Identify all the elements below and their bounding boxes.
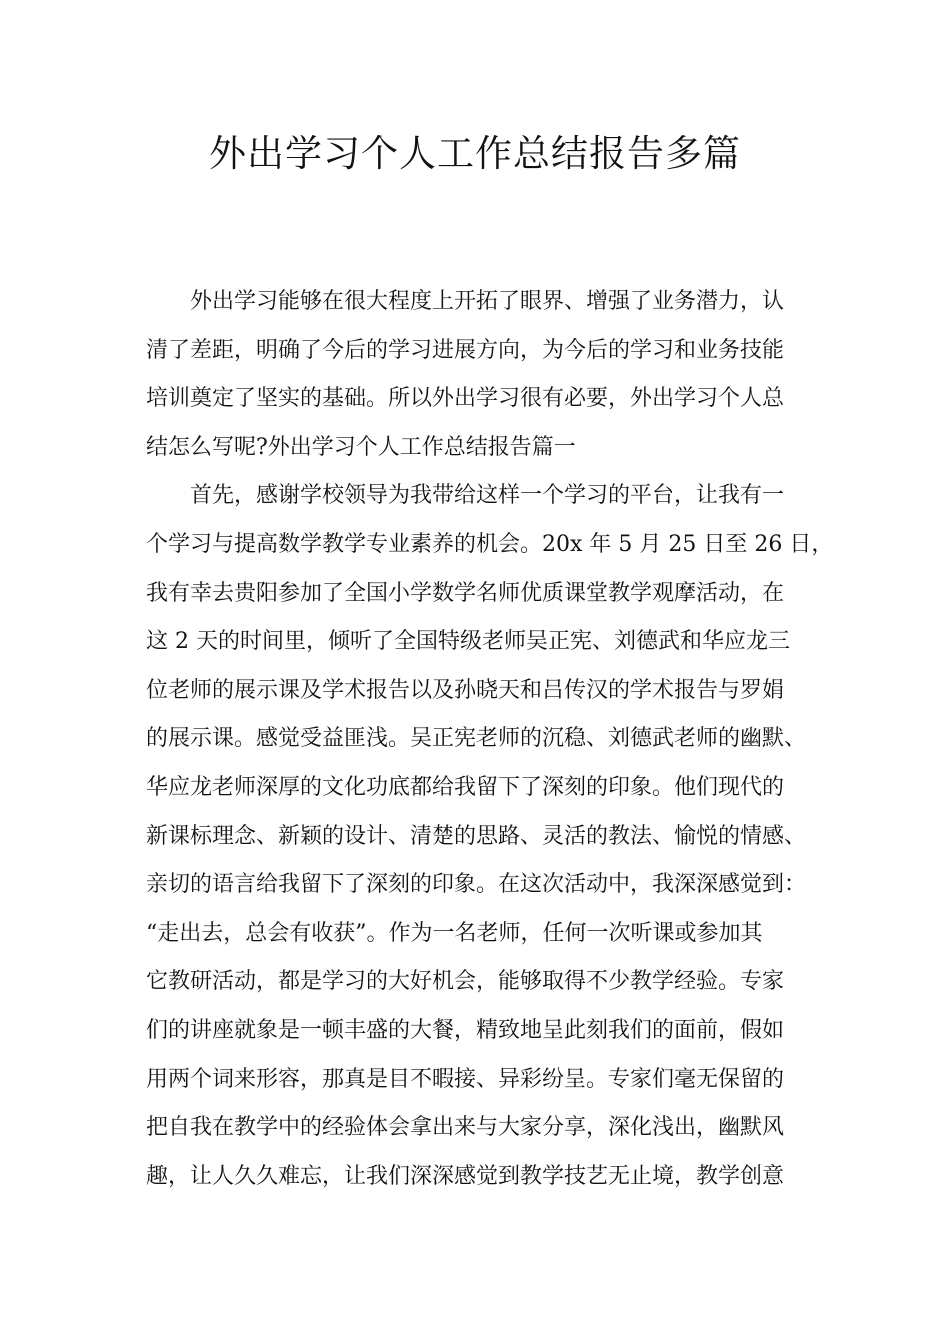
document-title: 外出学习个人工作总结报告多篇 [209, 132, 741, 175]
document-body [146, 278, 846, 1201]
body-line: “走出去，总会有收获”。作为一名老师，任何一次听课或参加其 [146, 920, 763, 946]
body-line: 华应龙老师深厚的文化功底都给我留下了深刻的印象。他们现代的 [146, 774, 785, 800]
body-line: 培训奠定了坚实的基础。所以外出学习很有必要，外出学习个人总 [146, 386, 785, 412]
body-line: 个学习与提高数学教学专业素养的机会。20x 年 5 月 25 日至 26 日， [146, 531, 834, 557]
body-line: 用两个词来形容，那真是目不暇接、异彩纷呈。专家们毫无保留的 [146, 1066, 785, 1092]
body-line: 结怎么写呢?外出学习个人工作总结报告篇一 [146, 434, 576, 460]
body-line: 清了差距，明确了今后的学习进展方向，为今后的学习和业务技能 [146, 337, 785, 363]
body-line: 亲切的语言给我留下了深刻的印象。在这次活动中，我深深感觉到： [146, 872, 807, 898]
body-line: 我有幸去贵阳参加了全国小学数学名师优质课堂教学观摩活动，在 [146, 580, 785, 606]
body-line: 这 2 天的时间里，倾听了全国特级老师吴正宪、刘德武和华应龙三 [146, 629, 790, 655]
body-line: 新课标理念、新颖的设计、清楚的思路、灵活的教法、愉悦的情感、 [146, 823, 807, 849]
body-line: 把自我在教学中的经验体会拿出来与大家分享，深化浅出，幽默风 [146, 1115, 785, 1141]
body-line: 首先，感谢学校领导为我带给这样一个学习的平台，让我有一 [190, 483, 785, 509]
body-line: 们的讲座就象是一顿丰盛的大餐，精致地呈此刻我们的面前，假如 [146, 1017, 785, 1043]
body-line: 位老师的展示课及学术报告以及孙晓天和吕传汉的学术报告与罗娟 [146, 677, 785, 703]
body-line: 它教研活动，都是学习的大好机会，能够取得不少教学经验。专家 [146, 969, 785, 995]
body-line: 趣，让人久久难忘，让我们深深感觉到教学技艺无止境，教学创意 [146, 1163, 785, 1189]
body-line: 的展示课。感觉受益匪浅。吴正宪老师的沉稳、刘德武老师的幽默、 [146, 726, 807, 752]
body-line: 外出学习能够在很大程度上开拓了眼界、增强了业务潜力，认 [190, 289, 785, 314]
